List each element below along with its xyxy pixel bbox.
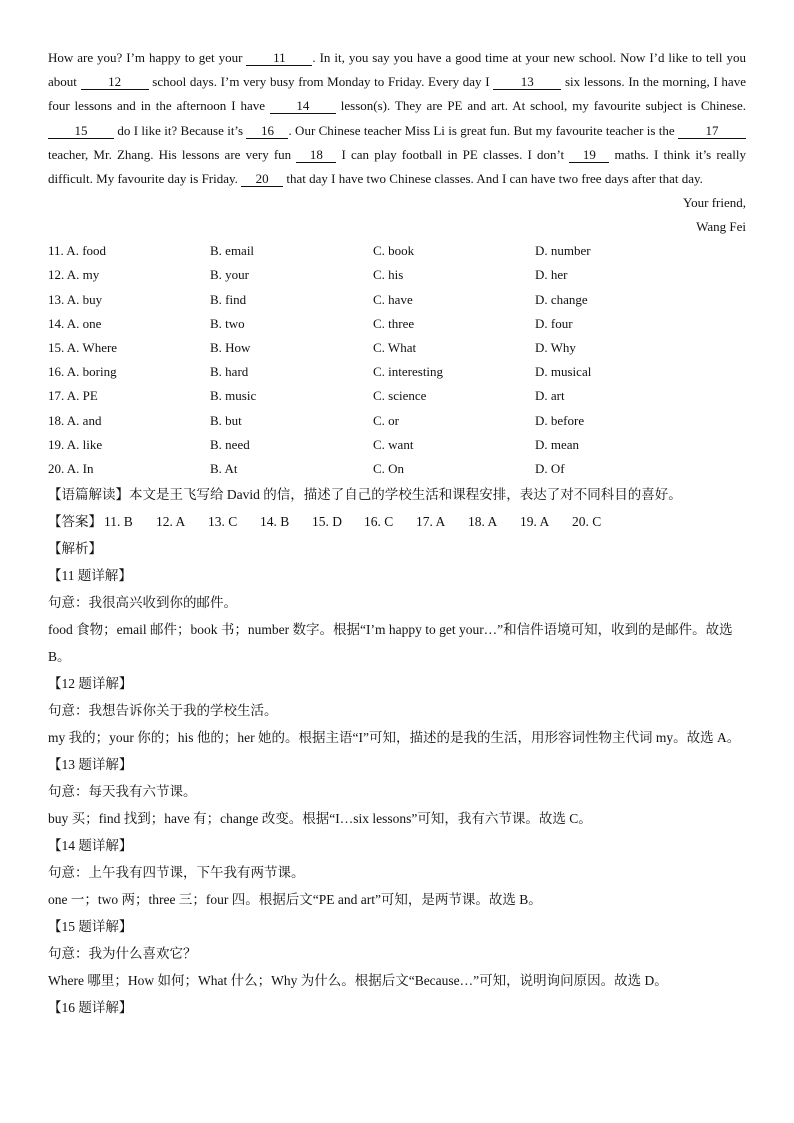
detail-heading: 【14 题详解】	[48, 838, 133, 854]
answer-item: 20. C	[572, 514, 602, 530]
letter-text: I can play football in PE classes. I don’t	[336, 146, 570, 162]
option-c: C. or	[373, 412, 399, 428]
detail-heading: 【15 题详解】	[48, 919, 133, 935]
letter-text: six lessons. In the morning, I have four lessons and in the afternoon I have	[48, 74, 746, 114]
option-d: D. musical	[535, 364, 592, 380]
option-d: D. number	[535, 243, 591, 259]
blank-20: 20	[241, 171, 283, 187]
detail-meaning: 句意：每天我有六节课。	[48, 784, 197, 800]
detail-heading-16: 【16 题详解】	[48, 1000, 133, 1016]
option-c: C. What	[373, 339, 417, 355]
option-d: D. art	[535, 388, 565, 404]
option-d: D. her	[535, 267, 568, 283]
detail-13	[48, 751, 746, 832]
letter-text: . In it, you say you have a good time at your new school. Now I’d like to tell you about	[48, 50, 746, 90]
passage-summary: 【语篇解读】本文是王飞写给 David 的信，描述了自己的学校生活和课程安排，表达了对不同科目的喜好。	[48, 487, 682, 503]
option-b: B. your	[210, 267, 249, 283]
detail-heading: 【13 题详解】	[48, 757, 133, 773]
answer-item: 16. C	[364, 514, 394, 530]
option-b: B. email	[210, 243, 255, 259]
option-c: C. interesting	[373, 364, 444, 380]
blank-14: 14	[270, 98, 336, 114]
option-row-20	[48, 457, 746, 481]
answer-item: 18. A	[468, 514, 498, 530]
letter-signature: Wang Fei	[696, 219, 746, 235]
document-page	[48, 46, 746, 1021]
answer-item: 12. A	[156, 514, 186, 530]
answer-item: 15. D	[312, 514, 342, 530]
option-row-12	[48, 263, 746, 287]
detail-explanation: food 食物；email 邮件；book 书；number 数字。根据“I’m happy to get your…”和信件语境可知，收到的是邮件。故选 B。	[48, 622, 733, 665]
option-c: C. have	[373, 291, 413, 307]
blank-16: 16	[246, 123, 288, 139]
answer-item: 17. A	[416, 514, 446, 530]
letter-text: school days. I’m very busy from Monday to Friday. Every day I	[148, 74, 494, 90]
letter-closing: Your friend,	[683, 195, 746, 211]
option-row-18	[48, 409, 746, 433]
letter-text: teacher, Mr. Zhang. His lessons are very fun	[48, 146, 297, 162]
detail-12	[48, 670, 746, 751]
option-c: C. three	[373, 315, 415, 331]
blank-12: 12	[81, 74, 149, 90]
detail-15	[48, 913, 746, 994]
option-b: B. but	[210, 412, 242, 428]
blank-15: 15	[48, 123, 114, 139]
option-c: C. book	[373, 243, 415, 259]
option-c: C. his	[373, 267, 404, 283]
blank-19: 19	[569, 147, 609, 163]
letter-text: do I like it? Because it’s	[114, 122, 247, 138]
letter-text: lesson(s). They are PE and art. At school, my favourite subject is Chinese.	[335, 98, 746, 114]
option-d: D. Why	[535, 339, 576, 355]
option-c: C. On	[373, 460, 405, 476]
letter-body	[48, 46, 746, 191]
answer-item: 13. C	[208, 514, 238, 530]
option-a: 12. A. my	[48, 267, 100, 283]
detail-meaning: 句意：上午我有四节课，下午我有两节课。	[48, 865, 305, 881]
detail-meaning: 句意：我很高兴收到你的邮件。	[48, 595, 237, 611]
option-d: D. before	[535, 412, 585, 428]
option-a: 14. A. one	[48, 315, 102, 331]
blank-11: 11	[246, 50, 312, 66]
option-b: B. music	[210, 388, 257, 404]
blank-17: 17	[678, 123, 746, 139]
letter-text: that day I have two Chinese classes. And I can have two free days after that day.	[283, 171, 703, 187]
analysis-heading: 【解析】	[48, 541, 102, 557]
option-a: 16. A. boring	[48, 364, 117, 380]
letter-text: . Our Chinese teacher Miss Li is great fun. But my favourite teacher is the	[288, 122, 678, 138]
detail-14	[48, 832, 746, 913]
option-row-17	[48, 384, 746, 408]
option-d: D. mean	[535, 436, 580, 452]
option-b: B. How	[210, 339, 251, 355]
detail-explanation: my 我的；your 你的；his 他的；her 她的。根据主语“I”可知，描述的是我的生活，用形容词性物主代词 my。故选 A。	[48, 730, 741, 746]
option-a: 17. A. PE	[48, 388, 98, 404]
option-a: 18. A. and	[48, 412, 102, 428]
letter-text: maths. I think it’s really difficult. My favourite day is Friday.	[48, 146, 746, 187]
detail-explanation: one 一；two 两；three 三；four 四。根据后文“PE and art”可知，是两节课。故选 B。	[48, 892, 542, 908]
option-b: B. hard	[210, 364, 249, 380]
option-a: 13. A. buy	[48, 291, 103, 307]
detail-heading: 【11 题详解】	[48, 568, 132, 584]
letter-text: How are you? I’m happy to get your	[48, 50, 247, 65]
answer-item: 19. A	[520, 514, 550, 530]
detail-explanation: buy 买；find 找到；have 有；change 改变。根据“I…six lessons”可知，我有六节课。故选 C。	[48, 811, 592, 827]
option-d: D. Of	[535, 460, 565, 476]
detail-explanation: Where 哪里；How 如何；What 什么；Why 为什么。根据后文“Because…”可知，说明询问原因。故选 D。	[48, 973, 668, 989]
answer-item: 14. B	[260, 514, 290, 530]
option-row-19	[48, 433, 746, 457]
option-a: 20. A. In	[48, 460, 94, 476]
option-b: B. two	[210, 315, 245, 331]
option-d: D. four	[535, 315, 573, 331]
detail-heading: 【12 题详解】	[48, 676, 133, 692]
answer-item: 11. B	[104, 514, 133, 530]
option-a: 11. A. food	[48, 243, 107, 259]
option-a: 15. A. Where	[48, 339, 118, 355]
option-c: C. want	[373, 436, 414, 452]
option-row-16	[48, 360, 746, 384]
option-row-11	[48, 239, 746, 263]
option-a: 19. A. like	[48, 436, 103, 452]
answer-key	[48, 508, 746, 535]
option-row-14	[48, 312, 746, 336]
detail-11	[48, 562, 746, 670]
options-list	[48, 239, 746, 481]
option-d: D. change	[535, 291, 588, 307]
answer-label: 【答案】	[48, 514, 102, 530]
option-b: B. At	[210, 460, 238, 476]
option-row-15	[48, 336, 746, 360]
detail-meaning: 句意：我想告诉你关于我的学校生活。	[48, 703, 278, 719]
option-b: B. need	[210, 436, 250, 452]
option-b: B. find	[210, 291, 247, 307]
option-c: C. science	[373, 388, 427, 404]
blank-18: 18	[296, 147, 336, 163]
option-row-13	[48, 288, 746, 312]
detail-meaning: 句意：我为什么喜欢它？	[48, 946, 197, 962]
blank-13: 13	[493, 74, 561, 90]
